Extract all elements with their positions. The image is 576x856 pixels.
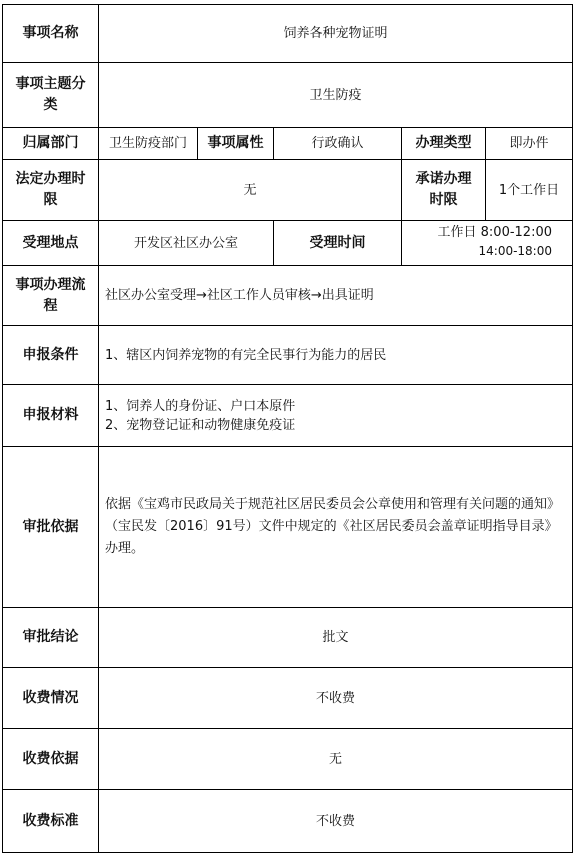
fee-status-value: 不收费 xyxy=(315,690,355,706)
topic-category-label: 事项主题分类 xyxy=(15,76,86,113)
department-label: 归属部门 xyxy=(22,135,79,151)
conclusion-value: 批文 xyxy=(322,630,349,645)
materials-value xyxy=(99,385,572,446)
handle-type-value: 即办件 xyxy=(509,136,549,151)
acceptance-time-line: 14:00-18:00 xyxy=(478,244,552,258)
acceptance-time-label: 受理时间 xyxy=(309,234,366,251)
promised-time-label: 承诺办理时限 xyxy=(415,171,472,208)
fee-basis-value: 无 xyxy=(328,751,342,767)
fee-basis-label: 收费依据 xyxy=(22,750,79,767)
attribute-label: 事项属性 xyxy=(207,135,264,151)
attribute-value: 行政确认 xyxy=(311,136,364,151)
basis-label: 审批依据 xyxy=(22,518,79,535)
fee-standard-value: 不收费 xyxy=(315,813,355,829)
promised-time-value: 1个工作日 xyxy=(498,182,560,198)
conditions-label: 申报条件 xyxy=(22,346,79,363)
acceptance-time-line: 工作日 8:00-12:00 xyxy=(437,225,552,240)
conditions-value: 1、辖区内饲养宠物的有完全民事行为能力的居民 xyxy=(105,347,387,363)
process-value: 社区办公室受理→社区工作人员审核→出具证明 xyxy=(105,288,374,303)
conclusion-label: 审批结论 xyxy=(22,629,79,645)
location-label: 受理地点 xyxy=(22,234,79,251)
item-name-label: 事项名称 xyxy=(22,25,79,41)
materials-item: 1、饲养人的身份证、户口本原件 xyxy=(105,398,296,414)
topic-category-value: 卫生防疫 xyxy=(309,87,362,103)
department-value: 卫生防疫部门 xyxy=(108,136,187,151)
acceptance-time-value xyxy=(402,221,572,265)
basis-text: 依据《宝鸡市民政局关于规范社区居民委员会公章使用和管理有关问题的通知》（宝民发〔2016〕91号）文件中规定的《社区居民委员会盖章证明指导目录》办理。 xyxy=(105,497,561,556)
materials-item: 2、宠物登记证和动物健康免疫证 xyxy=(105,417,296,433)
basis-value xyxy=(99,447,572,607)
statutory-time-label: 法定办理时限 xyxy=(15,171,86,208)
statutory-time-value: 无 xyxy=(243,182,257,198)
location-value: 开发区社区办公室 xyxy=(133,235,238,251)
item-name-value: 饲养各种宠物证明 xyxy=(283,26,388,41)
process-label: 事项办理流程 xyxy=(15,276,86,314)
handle-type-label: 办理类型 xyxy=(415,135,472,151)
fee-status-label: 收费情况 xyxy=(22,689,79,706)
materials-label: 申报材料 xyxy=(22,407,79,423)
fee-standard-label: 收费标准 xyxy=(22,812,79,829)
